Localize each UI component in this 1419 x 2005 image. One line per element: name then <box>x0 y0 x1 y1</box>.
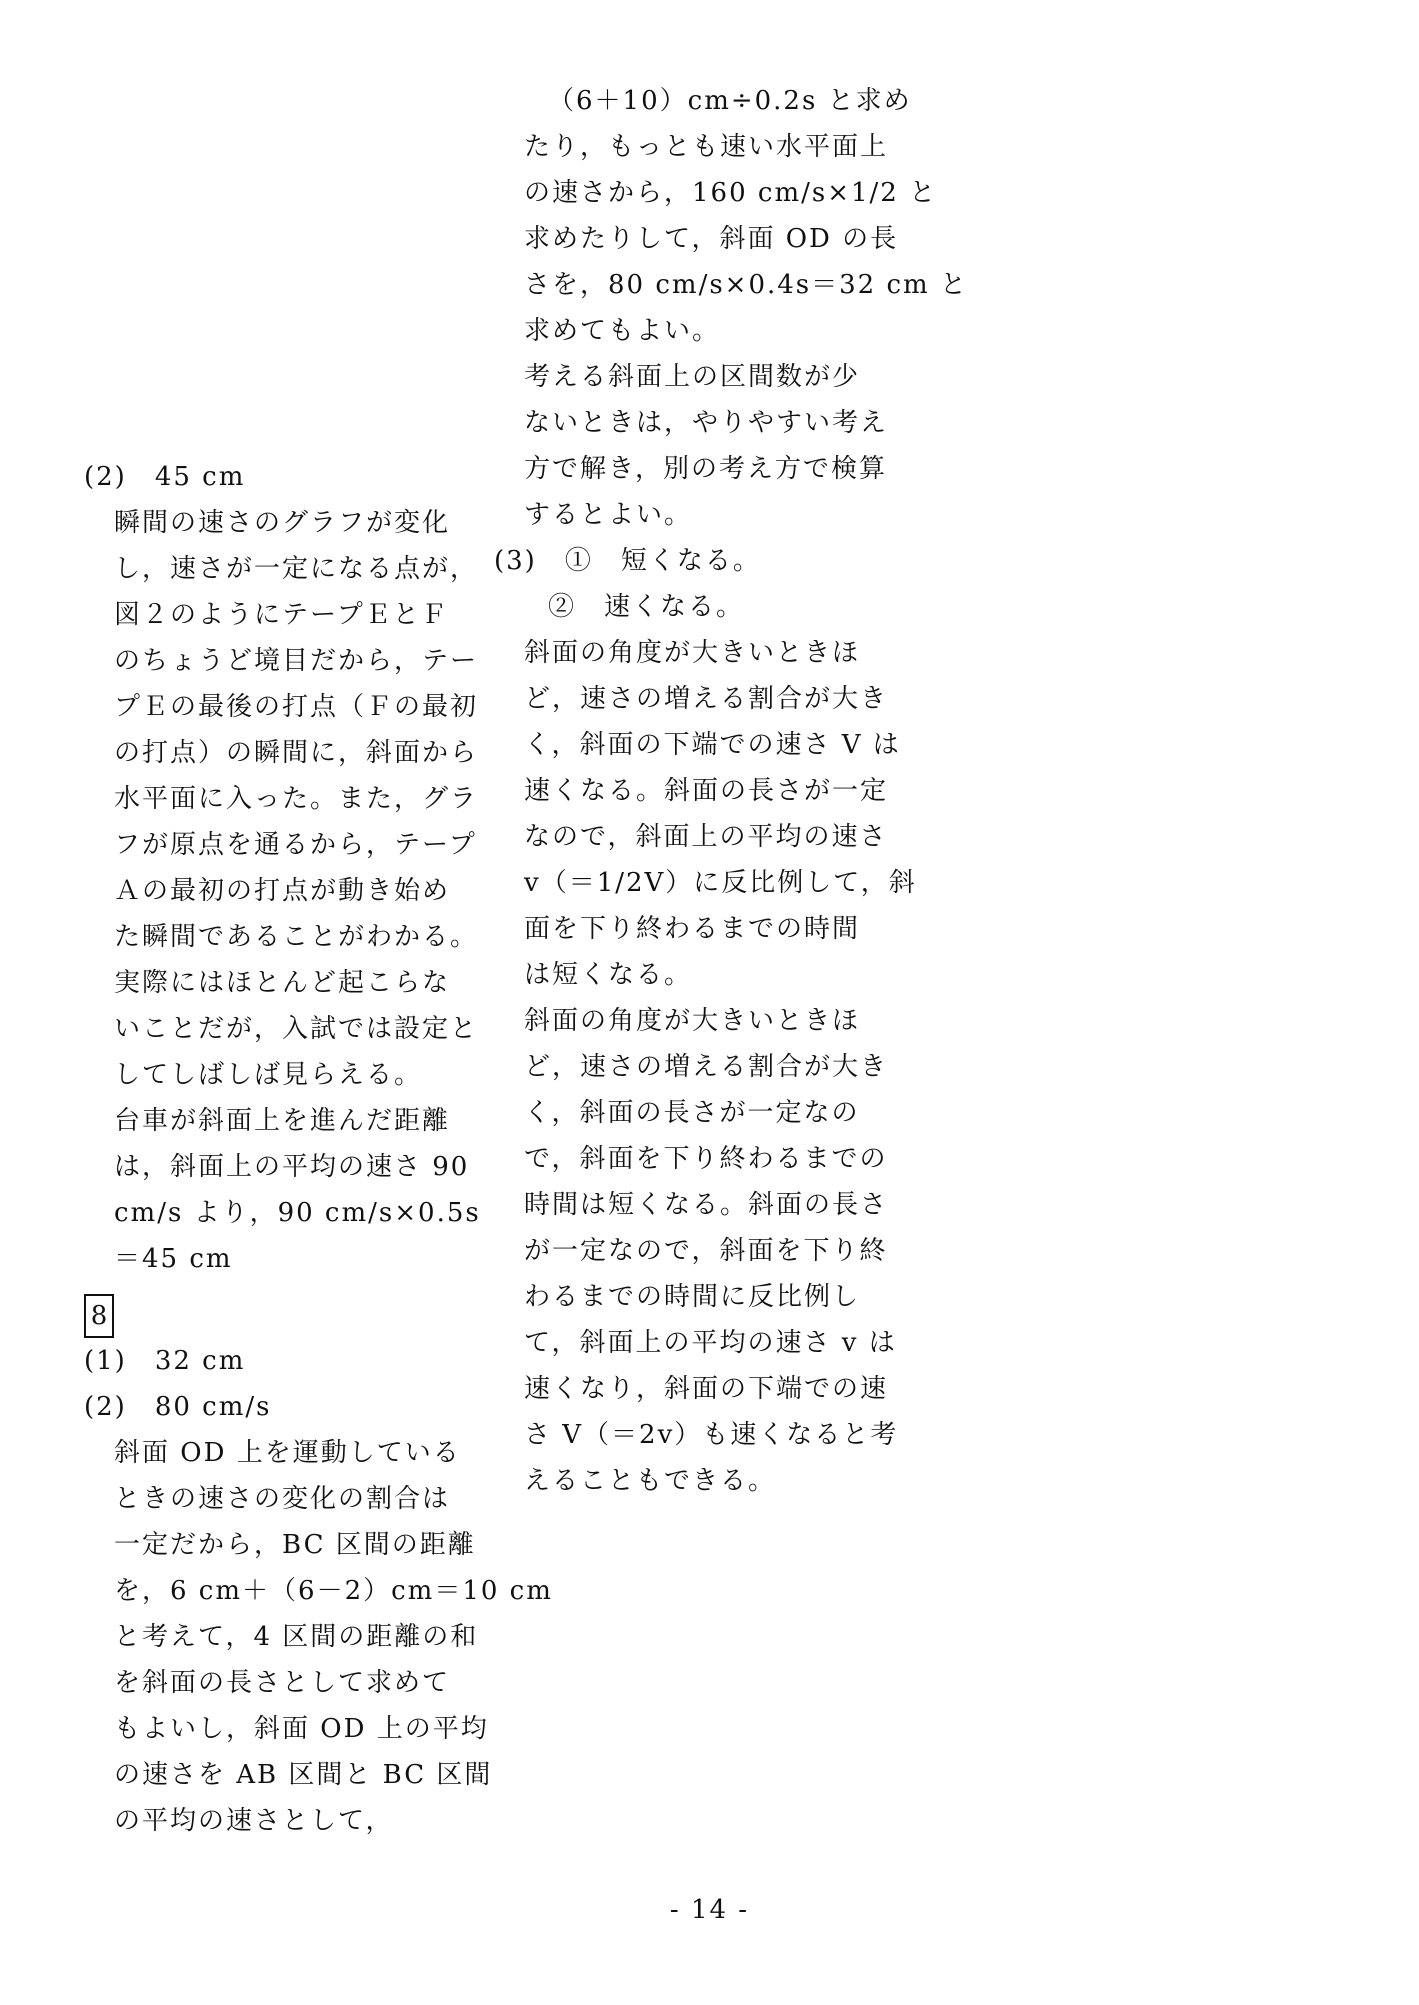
explanation-line: 面を下り終わるまでの時間 <box>524 914 861 944</box>
explanation-line: えることもできる。 <box>524 1466 777 1496</box>
explanation-line: 台車が斜面上を進んだ距離 <box>114 1106 451 1136</box>
explanation-line: たり，もっとも速い水平面上 <box>524 132 889 162</box>
explanation-line: 図２のようにテープＥとＦ <box>114 600 449 630</box>
answer-1-32cm: (1) 32 cm <box>84 1346 246 1376</box>
explanation-line: さ V（＝2v）も速くなると考 <box>524 1420 899 1450</box>
explanation-line: なので，斜面上の平均の速さ <box>524 822 888 852</box>
explanation-line: ないときは，やりやすい考え <box>524 408 889 438</box>
explanation-line: を斜面の長さとして求めて <box>114 1668 451 1698</box>
explanation-line: 瞬間の速さのグラフが変化 <box>114 508 451 538</box>
section-number-box: 8 <box>84 1294 114 1338</box>
explanation-line: 考える斜面上の区間数が少 <box>524 362 861 392</box>
explanation-line: 斜面の角度が大きいときほ <box>524 638 861 668</box>
explanation-line: （6＋10）cm÷0.2s と求め <box>548 86 912 116</box>
explanation-line: してしばしば見らえる。 <box>114 1060 423 1090</box>
explanation-line: 斜面の角度が大きいときほ <box>524 1006 861 1036</box>
explanation-line: ＝45 cm <box>114 1244 233 1274</box>
explanation-line: フが原点を通るから，テープ <box>114 830 477 860</box>
explanation-line: の打点）の瞬間に，斜面から <box>114 738 479 768</box>
explanation-line: 速くなる。斜面の長さが一定 <box>524 776 889 806</box>
explanation-line: く，斜面の長さが一定なの <box>524 1098 860 1128</box>
explanation-line: 水平面に入った。また，グラ <box>114 784 479 814</box>
explanation-line: と考えて，4 区間の距離の和 <box>114 1622 479 1652</box>
explanation-line: わるまでの時間に反比例し <box>524 1282 861 1312</box>
page-number: - 14 - <box>669 1895 750 1925</box>
explanation-line: し，速さが一定になる点が， <box>114 554 479 584</box>
explanation-line: のちょうど境目だから，テー <box>114 646 479 676</box>
explanation-line: ど，速さの増える割合が大き <box>524 684 889 714</box>
answer-3-2: ② 速くなる。 <box>548 592 745 622</box>
explanation-line: v（＝1/2V）に反比例して，斜 <box>524 868 917 898</box>
explanation-line: 実際にはほとんど起こらな <box>114 968 451 998</box>
explanation-line: の速さを AB 区間と BC 区間 <box>114 1760 493 1790</box>
explanation-line: さを，80 cm/s×0.4s＝32 cm と <box>524 270 968 300</box>
explanation-line: 斜面 OD 上を運動している <box>114 1438 461 1468</box>
explanation-line: 求めてもよい。 <box>524 316 721 346</box>
explanation-line: で，斜面を下り終わるまでの <box>524 1144 888 1174</box>
explanation-line: 時間は短くなる。斜面の長さ <box>524 1190 889 1220</box>
explanation-line: て，斜面上の平均の速さ v は <box>524 1328 897 1358</box>
explanation-line: 求めたりして，斜面 OD の長 <box>524 224 899 254</box>
explanation-line: た瞬間であることがわかる。 <box>114 922 479 952</box>
answer-2-45cm: (2) 45 cm <box>84 462 246 492</box>
explanation-line: 一定だから，BC 区間の距離 <box>114 1530 476 1560</box>
explanation-line: プＥの最後の打点（Ｆの最初 <box>114 692 479 722</box>
explanation-line: するとよい。 <box>524 500 693 530</box>
explanation-line: が一定なので，斜面を下り終 <box>524 1236 888 1266</box>
explanation-line: 方で解き，別の考え方で検算 <box>524 454 887 484</box>
answer-2-80cms: (2) 80 cm/s <box>84 1392 272 1422</box>
explanation-line: は短くなる。 <box>524 960 693 990</box>
answer-3-1: (3) ① 短くなる。 <box>494 546 761 576</box>
explanation-line: く，斜面の下端での速さ V は <box>524 730 901 760</box>
explanation-line: cm/s より，90 cm/s×0.5s <box>114 1198 481 1228</box>
explanation-line: Ａの最初の打点が動き始め <box>114 876 451 906</box>
explanation-line: は，斜面上の平均の速さ 90 <box>114 1152 470 1182</box>
explanation-line: ど，速さの増える割合が大き <box>524 1052 889 1082</box>
explanation-line: いことだが，入試では設定と <box>114 1014 479 1044</box>
explanation-line: の速さから，160 cm/s×1/2 と <box>524 178 938 208</box>
explanation-line: もよいし，斜面 OD 上の平均 <box>114 1714 489 1744</box>
explanation-line: を，6 cm＋（6－2）cm＝10 cm <box>114 1576 553 1606</box>
explanation-line: の平均の速さとして， <box>114 1806 394 1836</box>
explanation-line: 速くなり，斜面の下端での速 <box>524 1374 889 1404</box>
explanation-line: ときの速さの変化の割合は <box>114 1484 451 1514</box>
